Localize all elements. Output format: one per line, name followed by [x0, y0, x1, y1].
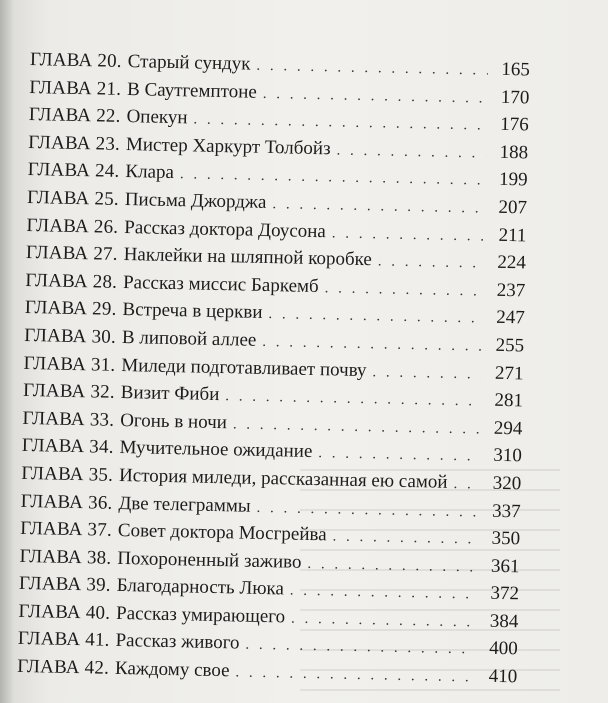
chapter-label: ГЛАВА 42.	[17, 655, 110, 679]
page-number: 310	[493, 445, 523, 467]
dot-leader	[307, 551, 478, 582]
dot-leader	[332, 524, 478, 555]
page-number: 237	[496, 279, 526, 302]
page-number: 337	[491, 500, 521, 522]
chapter-label: ГЛАВА 37.	[19, 517, 113, 541]
chapter-title: В липовой аллее	[121, 326, 257, 351]
page-number: 361	[490, 555, 520, 578]
chapter-label: ГЛАВА 27.	[25, 242, 118, 266]
chapter-label: ГЛАВА 28.	[25, 269, 118, 293]
page-number: 224	[497, 251, 527, 274]
chapter-label: ГЛАВА 38.	[19, 545, 112, 569]
chapter-title: Рассказ живого	[115, 630, 240, 654]
dot-leader	[453, 471, 479, 499]
chapter-label: ГЛАВА 40.	[18, 600, 111, 624]
chapter-label: ГЛАВА 23.	[28, 131, 121, 155]
chapter-title: Рассказ доктора Доусона	[124, 216, 327, 242]
dot-leader	[268, 301, 483, 333]
chapter-label: ГЛАВА 25.	[26, 186, 120, 210]
chapter-title: Мучительное ожидание	[119, 437, 313, 463]
page-number: 320	[492, 472, 522, 495]
chapter-title: История миледи, рассказанная ею самой	[118, 464, 448, 493]
chapter-label: ГЛАВА 24.	[27, 159, 120, 183]
page-number: 350	[491, 527, 521, 550]
chapter-title: В Саутгемптоне	[126, 78, 258, 103]
chapter-label: ГЛАВА 36.	[20, 490, 113, 514]
page-number: 384	[489, 610, 519, 633]
chapter-title: Мистер Харкурт Толбойз	[125, 133, 331, 160]
page-number: 255	[495, 334, 525, 357]
chapter-title: Совет доктора Мосгрейва	[117, 520, 327, 546]
chapter-title: Похороненный заживо	[117, 547, 302, 573]
page-number: 211	[498, 224, 527, 246]
page-number: 207	[498, 196, 528, 219]
dot-leader	[235, 660, 475, 693]
chapter-title: Наклейки на шляпной коробке	[123, 244, 373, 271]
chapter-label: ГЛАВА 39.	[18, 573, 111, 597]
chapter-label: ГЛАВА 34.	[21, 435, 114, 459]
page-number: 176	[500, 114, 529, 136]
chapter-label: ГЛАВА 20.	[29, 49, 122, 72]
page-number: 410	[488, 665, 518, 688]
chapter-label: ГЛАВА 29.	[24, 297, 117, 321]
page-number: 247	[495, 307, 525, 329]
chapter-title: Миледи подготавливает почву	[121, 354, 367, 381]
chapter-title: Рассказ миссис Баркемб	[122, 271, 319, 297]
table-of-contents	[17, 46, 530, 691]
chapter-title: Каждому свое	[114, 657, 230, 682]
chapter-title: Благодарность Люка	[116, 575, 285, 600]
dot-leader	[336, 137, 486, 168]
page-number: 170	[500, 86, 530, 109]
chapter-label: ГЛАВА 31.	[23, 352, 116, 376]
page-number: 199	[498, 169, 528, 191]
chapter-title: Старый сундук	[127, 51, 251, 75]
chapter-label: ГЛАВА 32.	[22, 380, 116, 403]
page-number: 271	[494, 362, 524, 384]
chapter-title: Клара	[125, 161, 175, 184]
dot-leader	[324, 275, 483, 306]
chapter-title: Письма Джорджа	[124, 188, 267, 213]
dot-leader	[291, 605, 477, 636]
chapter-label: ГЛАВА 35.	[21, 462, 114, 486]
chapter-title: Визит Фиби	[120, 382, 220, 406]
page-number: 188	[499, 141, 529, 164]
page-number: 294	[493, 417, 523, 440]
chapter-label: ГЛАВА 26.	[26, 214, 119, 238]
chapter-title: Две телеграммы	[118, 492, 251, 517]
chapter-title: Огонь в ночи	[119, 409, 228, 433]
dot-leader	[372, 359, 482, 389]
page-number: 372	[490, 583, 520, 605]
chapter-title: Рассказ умирающего	[115, 602, 286, 628]
chapter-label: ГЛАВА 30.	[24, 324, 117, 348]
dot-leader	[377, 248, 484, 278]
page-number: 400	[489, 638, 518, 660]
chapter-label: ГЛАВА 41.	[17, 628, 110, 652]
dot-leader	[290, 578, 478, 610]
chapter-label: ГЛАВА 21.	[29, 76, 122, 100]
chapter-title: Встреча в церкви	[122, 299, 263, 324]
chapter-label: ГЛАВА 22.	[28, 104, 121, 128]
chapter-label: ГЛАВА 33.	[22, 407, 115, 431]
page-number: 281	[494, 389, 524, 412]
chapter-title: Опекун	[126, 106, 188, 129]
page-number: 165	[501, 58, 531, 81]
